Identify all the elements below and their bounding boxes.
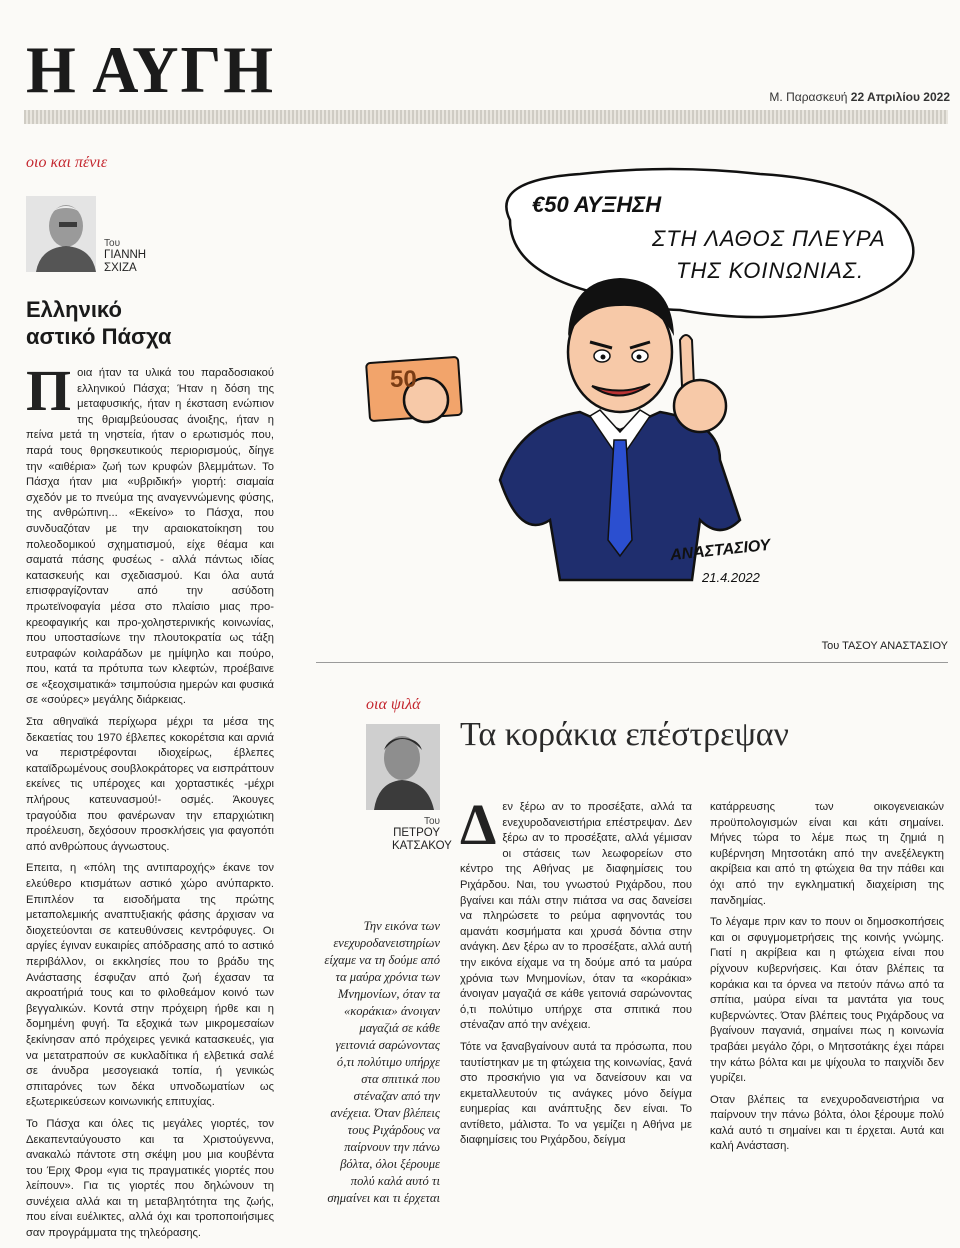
byline-prefix-left: Του [104,238,121,249]
section-label-right: οια ψιλά [366,696,421,713]
right-article-title: Τα κοράκια επέστρεψαν [460,716,789,753]
author-last-left: ΣΧΙΖΑ [104,262,137,274]
paragraph: οια ήταν τα υλικά του παραδοσιακού ελληνικού Πάσχα; Ήταν η δόση της μεταφυσικής, ήταν η έκσταση ενώπιον της θριαμβεύουσας άνοιξης, ήταν η πείνα μετά τη νηστεία, ήταν ο ερωτισμός που, παρά τους θρησκευτικούς περιορισμούς, δίηγε την «αιθέρια» ζωή των κρυφών βλεμμάτων. Το Πάσχα ήταν μια «υβριδική» γιορτή: σιαμαία σχεδόν με το πνεύμα της αναγεννώμενης φύσης, της ανθρώπινη... «Εκείνο» το Πάσχα, που συνδυαζόταν με την αραιοκατοίκηση του πολεοδομικού σχηματισμού, είχε θέαμα και σαματά πάσης φυσέως - αλλά πάντως ιδίας κατασκευής και σχεδιασμού. Και όλα αυτά επισφραγίζονταν από την ασύδοτη πρωτεϊνοφαγία μέσα στο πλαίσιο μιας προ-κρεοφαγικής και προ-χοληστερινικής κοινωνίας, που υποστασίωνε την πλουτοκρατία ως τάξη ευτραφών κοιλαράδων με ημίψηλο και πούρο, που, κατά τα πρότυπα των κλεφτών, προέβαινε σε «ξεοχσιματικά» τσιμπούσια ημερών και φυσικά σε «σούρες» μεγάλης διάρκειας. [26,367,274,707]
speech-line-2: ΣΤΗ ΛΑΘΟΣ ΠΛΕΥΡΑ [652,226,886,251]
author-first-right: ΠΕΤΡΟΥ [393,827,440,839]
author-first-left: ΓΙΑΝΝΗ [104,249,147,261]
author-last-right: ΚΑΤΣΑΚΟΥ [392,840,452,852]
author-photo-left [26,196,96,272]
dropcap-right: Δ [460,792,497,857]
masthead-rule [24,110,948,124]
issue-date [769,90,950,104]
paragraph: Τότε να ξαναβγαίνουν αυτά τα πρόσωπα, που ταυτίστηκαν με τη φτώχεια της κοινωνίας, ξανά στο προσκήνιο για να δανείσουν και να εκμεταλλευτούν τις ανάγκες μόνο δείγμα ευημερίας και ανάπτυξης δεν είναι. Το αντίθετο, μάλιστα. Το να γεμίζει η Αθήνα με διαφημίσεις του Ριχάρδου, δείγμα [460,1040,692,1147]
cartoon-credit [822,640,948,652]
cartoon-signature-date: 21.4.2022 [702,570,760,585]
speech-line-3: ΤΗΣ ΚΟΙΝΩΝΙΑΣ. [676,258,865,283]
dropcap-left: Π [26,358,72,423]
date-value: 22 Απριλίου 2022 [850,90,950,104]
section-divider [316,662,948,663]
paragraph: Επειτα, η «πόλη της αντιπαροχής» έκανε τον ελεύθερο κτισμάτων αστικό χώρο ανύπαρκτο. Επιπλέον τα εισοδήματα της πρώτης μεταπολεμικής αναπτυξιακής φάσης άρχισαν να διοχετεύονται σε κατευθύνσεις κεντρόφυγες. Οι αργίες έγιναν ευκαιρίες απόδρασης από το αστικό περιβάλλον, οι εκκλησίες που το βράδυ της Ανάστασης έσφυζαν από ζωή έχασαν τα ακροατήριά τους και το φιλοθεάμον κοινό των βεγγαλικών. Κοντά στην πρόχειρη ήρθε και η δομημένη φυγή. Τα εξοχικά των μικρομεσαίων ξεκίνησαν από πρόχειρες γενικά κατασκευές, για να μετατραπούν σε κυκλαδίτικα ή ελβετικά σαλέ σε άνυδρα μεσογειακά τοπία, ή γενικώς σπιταρόνες των δέκα υπνοδωματίων ως εξωτερικεύσεων κοινωνικής επιτυχίας. [26,862,274,1109]
paragraph: Το λέγαμε πριν καν το πουν οι δημοσκοπήσεις και οι σφυγμομετρήσεις της κοινής γνώμης. Γιατί η ακρίβεια και η φτώχεια είναι που ρίχνουν κυβερνήσεις. Και όταν βλέπεις τα κοράκια και τα όρνεα να πετούν πάνω από τα σπίτια, μαύρα είναι τα μαντάτα για τους κυβερνώντες. Όταν βλέπεις τους Ριχάρδους να βγαίνουν παγανιά, σημαίνει πως η κοινωνία τραβάει μεγάλο ζόρι, ο Μητσοτάκης έχει πάρει την κάτω βόλτα και με ψίχουλα το παιχνίδι δεν γυρίζει. [710,916,944,1085]
title-line-2: αστικό Πάσχα [26,324,172,349]
right-article-col-2 [710,800,944,1161]
section-label-left: οιο και πένιε [26,154,108,171]
credit-name: ΤΑΣΟΥ ΑΝΑΣΤΑΣΙΟΥ [842,640,948,652]
author-photo-right [366,724,440,810]
pull-quote: Την εικόνα των ενεχυροδανειστηρίων είχαμε να τη δούμε από τα μαύρα χρόνια των Μνημονίων, όταν τα «κοράκια» άνοιγαν μαγαζιά σε κάθε γειτονιά σαρώνοντας ό,τι πολύτιμο υπήρχε στα σπιτικά που στέναζαν από την ανέχεια. Όταν βλέπεις τους Ριχάρδους να παίρνουν την πάνω βόλτα, όλοι ξέρουμε πολύ καλά αυτό τι σημαίνει και τι έρχεται [324,919,440,1205]
right-article-col-1 [460,792,692,1155]
left-article-title [26,296,171,350]
paragraph: Οταν βλέπεις τα ενεχυροδανειστήρια να παίρνουν την πάνω βόλτα, όλοι ξέρουμε πολύ καλά αυτό τι σημαίνει και τι έρχεται. Αυτά και καλή Ανάσταση. [710,1093,944,1153]
banknote-value: 50 [390,366,417,393]
speech-line-1: €50 ΑΥΞΗΣΗ [532,192,662,217]
credit-prefix: Του [821,640,840,652]
byline-prefix-right: Του [423,816,440,827]
paragraph: εν ξέρω αν το προσέξατε, αλλά τα ενεχυροδανειστήρια επέστρεψαν. Δεν ξέρω αν το προσέξατε, αλλά γέμισαν οι στάσεις των λεωφορείων στο κέντρο της Αθήνας με διαφημίσεις του Ριχάρδου. Ναι, του γνωστού Ριχάρδου, που βγαίνει και πάλι στην πιάτσα να σας δανείσει να πληρώσετε το ρεύμα αφηνοντάς του αμανάτι κοσμήματα και χρυσά δόντια στην ανάγκη. Δεν ξέρω αν το προσέξατε, αλλά αυτή την εικόνα είχαμε να τη δούμε από τα μαύρα χρόνια των Μνημονίων, όταν τα «κοράκια» άνοιγαν μαγαζιά σε κάθε γειτονιά σαρώνοντας ό,τι πολύτιμο υπήρχε στα σπιτικά που στέναζαν από την ανέχεια. [460,801,692,1032]
cartoon-signature: ΑΝΑΣΤΑΣΙΟΥ [669,536,772,565]
paragraph: κατάρρευσης των οικογενειακών προϋπολογισμών είναι και κάτι σημαίνει. Μήνες τώρα το λέμε πως τη ζημιά η κυβέρνηση Μητσοτάκη από την ανεξέλεγκτη ακρίβεια και από τη φτώχεια θα την πάθει και όχι από την εγκληματική διαχείριση της πανδημίας. [710,801,944,907]
editorial-cartoon [340,160,940,640]
date-prefix: Μ. Παρασκευή [769,90,848,104]
newspaper-logo: Η ΑΥΓΗ [26,32,275,107]
title-line-1: Ελληνικό [26,297,122,322]
paragraph: Στα αθηναϊκά περίχωρα μέχρι τα μέσα της δεκαετίας του 1970 έβλεπες κοκορέτσια και αρνιά να περιστρέφονται ιδιοχείρως, έβλεπες καταϊδρωμένους σουβλοκράτορες να εισπράττουν εκείνες τις υπέροχες και χορταστικές -μέχρι πλήρους κατευνασμού!- οσμές. Άκουγες τραγούδια που φανέρωναν την επαρχιώτικη προέλευση, δεχόσουν προσκλήσεις για φαγοπότι από ανθρώπους άγνωστους. [26,716,274,853]
left-article-body [26,358,274,1248]
paragraph: Το Πάσχα και όλες τις μεγάλες γιορτές, τον Δεκαπενταύγουστο και τα Χριστούγεννα, ανακαλώ πάντοτε στη σκέψη μου μια κουβέντα του Έριχ Φρομ «για τις πραγματικές γιορτές που λείπουν». Για τις γιορτές που δηλώνουν τη συνέχεια αλλά και τη μεταβλητότητα της ζωής, που είναι ευέλικτες, αλλά όχι και τροποποιήσιμες σαν προγράμματα της τηλεόρασης. [26,1117,274,1240]
